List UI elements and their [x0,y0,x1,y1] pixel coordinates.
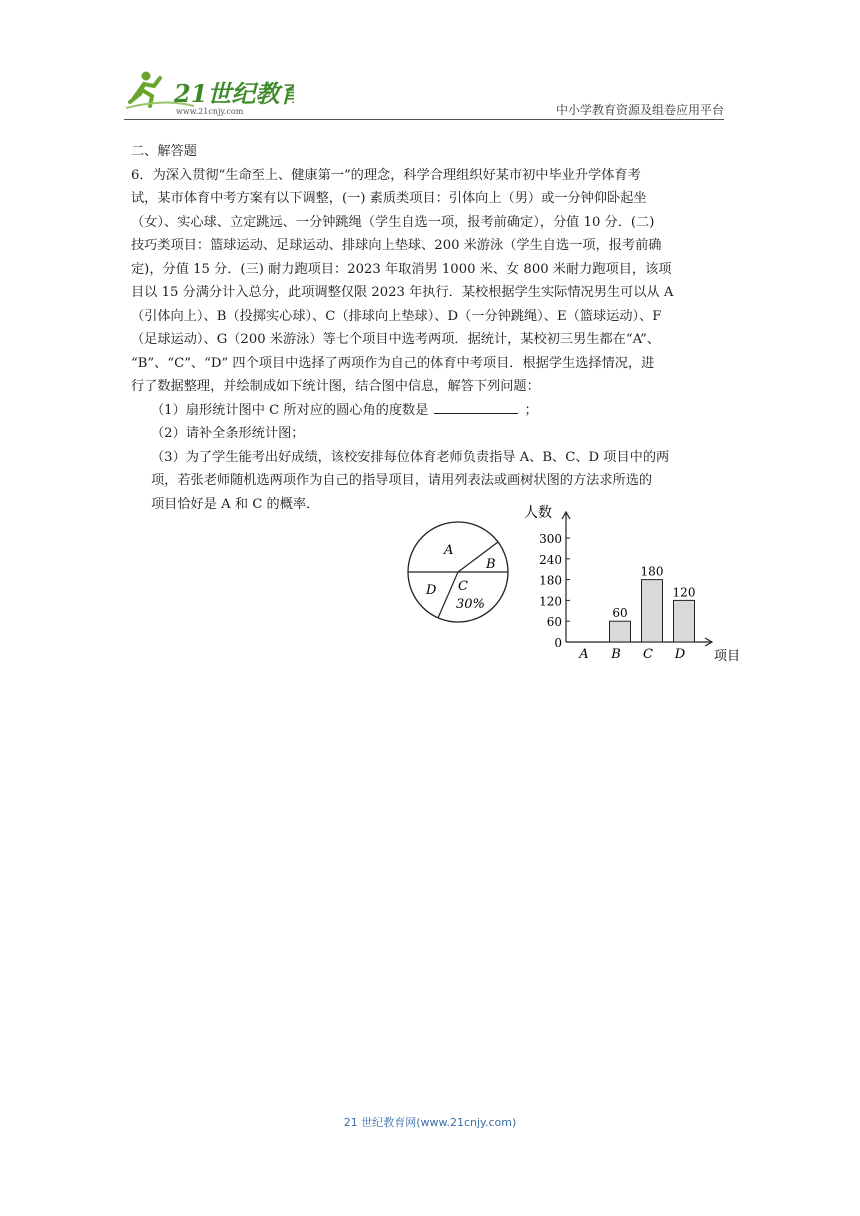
bar [610,621,631,642]
problem-line: （女）、实心球、立定跳远、一分钟跳绳（学生自选一项，报考前确定），分值 10 分．(二) [131,214,655,230]
x-tick-label: D [674,647,686,662]
charts-svg [404,500,764,672]
platform-name: 中小学教育资源及组卷应用平台 [555,103,724,117]
x-tick-label: B [611,647,621,662]
y-tick-label: 120 [539,594,562,609]
y-tick-label: 300 [539,532,562,546]
page-footer: 21 世纪教育网(www.21cnjy.com) [343,1116,517,1129]
question-content [131,140,729,516]
statistics-figures [404,500,764,672]
problem-line: （引体向上）、B（投掷实心球）、C（排球向上垫球）、D（一分钟跳绳）、E（篮球运动）、F [131,308,662,324]
problem-line: 目以 15 分满分计入总分，此项调整仅限 2023 年执行．某校根据学生实际情况男生可以从 A [131,285,674,300]
y-tick-label: 180 [539,573,562,588]
question-3-line: （3）为了学生能考出好成绩，该校安排每位体育老师负责指导 A、B、C、D 项目中的两 [151,449,670,465]
pie-label-b: B [486,557,496,572]
logo-url: www.21cnjy.com [176,107,244,116]
problem-line: “B”、“C”、“D” 四个项目中选择了两项作为自己的体育中考项目．根据学生选择情况，进 [131,355,655,371]
y-tick-label: 60 [546,615,562,630]
bar-value-label: 120 [672,585,696,600]
bar [642,580,663,642]
page-header [124,64,724,120]
pie-label-a: A [444,543,454,558]
question-1-text: （1）扇形统计图中 C 所对应的圆心角的度数是 [151,402,429,418]
pie-label-c: C [458,579,468,594]
question-3-line: 项，若张老师随机选两项作为自己的指导项目，请用列表法或画树状图的方法求所选的 [151,473,653,488]
y-tick-label: 0 [554,636,562,650]
bar [674,600,695,642]
site-logo [124,68,294,116]
x-tick-label: A [579,647,589,662]
question-1 [131,399,729,423]
header-divider [124,119,724,120]
x-axis-label: 项目 [714,649,741,664]
question-3-line: 项目恰好是 A 和 C 的概率． [151,496,320,512]
problem-line: 试，某市体育中考方案有以下调整，(一) 素质类项目：引体向上（男）或一分钟仰卧起坐 [131,191,647,206]
problem-line: 定)，分值 15 分．(三) 耐力跑项目：2023 年取消男 1000 米、女 800 米耐力跑项目，该项 [131,261,672,277]
bar-value-label: 60 [612,606,628,621]
bar-value-label: 180 [640,564,664,579]
pie-label-d: D [426,583,437,598]
section-title: 二、解答题 [131,144,197,159]
pie-chart [408,522,508,622]
pie-label-c-percent: 30% [456,597,485,612]
y-tick-label: 240 [539,552,562,567]
question-2: （2）请补全条形统计图； [151,426,305,441]
logo-text: 21世纪教育 [174,79,294,108]
question-1-end: ； [524,402,538,418]
bar-chart [524,504,740,664]
problem-line: 技巧类项目：篮球运动、足球运动、排球向上垫球、200 米游泳（学生自选一项，报考前确 [131,238,662,253]
problem-line: （足球运动）、G（200 米游泳）等七个项目中选考两项．据统计，某校初三男生都在“A”、 [131,332,661,347]
answer-blank [434,399,518,414]
y-axis-label: 人数 [524,505,552,521]
problem-line: 6．为深入贯彻“生命至上、健康第一”的理念，科学合理组织好某市初中毕业升学体育考 [131,167,641,183]
x-tick-label: C [643,647,653,662]
problem-line: 行了数据整理，并绘制成如下统计图，结合图中信息，解答下列问题： [131,379,540,394]
